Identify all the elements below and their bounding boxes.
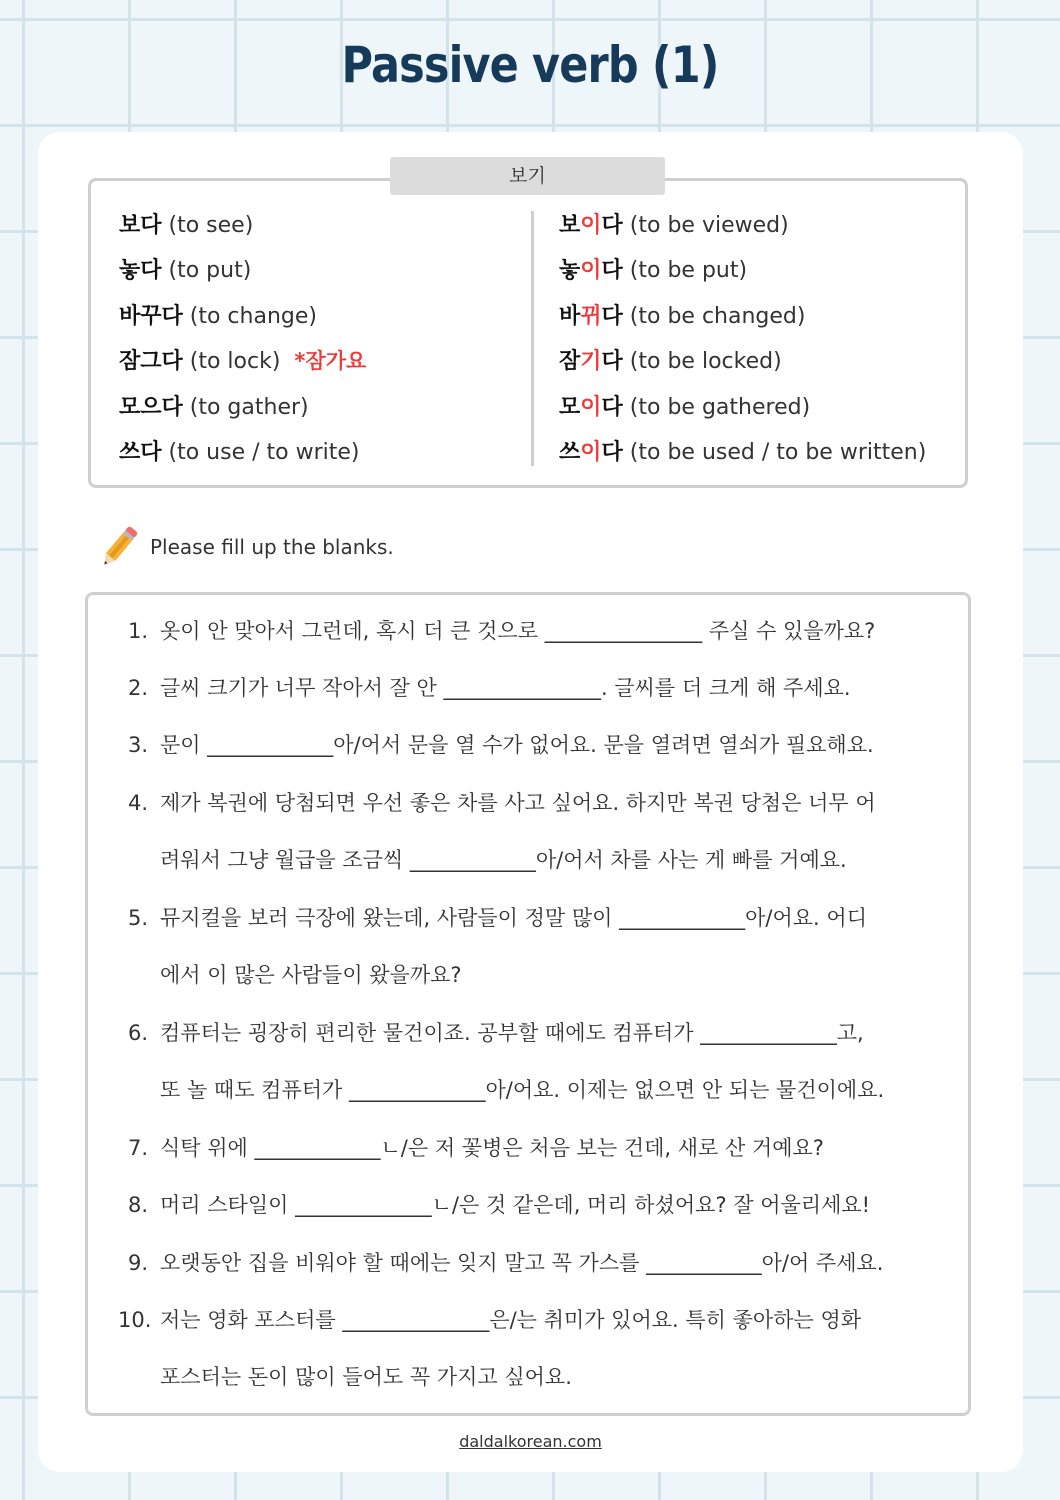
- verb: 잠그다: [119, 349, 183, 375]
- verb-ending: 다: [601, 394, 623, 420]
- question-number: 2.: [127, 676, 148, 700]
- passive-infix: 기: [580, 349, 602, 375]
- footer-link[interactable]: daldalkorean.com: [459, 1432, 602, 1451]
- question-number: 4.: [127, 791, 148, 815]
- passive-verb-row: [559, 339, 926, 384]
- passive-verb-row: [559, 294, 926, 339]
- question-text: 오랫동안 집을 비워야 할 때에는 잊지 말고 꼭 가스를 ___________아/어 주세요.: [160, 1251, 884, 1275]
- passive-infix: 이: [580, 258, 602, 284]
- verb-stem: 바: [559, 303, 581, 329]
- gloss: (to gather): [189, 394, 309, 420]
- passive-verb-row: [559, 385, 926, 430]
- question-item: [118, 890, 948, 1005]
- verb: 모으다: [119, 394, 183, 420]
- verb: 보다: [119, 213, 162, 238]
- verb-ending: 다: [601, 258, 623, 284]
- question-item: [118, 1120, 948, 1177]
- question-text: 옷이 안 맞아서 그런데, 혹시 더 큰 것으로 _______________ 주실 수 있을까요?: [160, 619, 876, 643]
- worksheet-card: [38, 132, 1023, 1472]
- example-label: 보기: [390, 157, 665, 195]
- question-number: 10.: [118, 1308, 152, 1332]
- question-item: [118, 775, 948, 890]
- question-item: [118, 1235, 948, 1292]
- verb: 쓰다: [119, 439, 162, 465]
- question-number: 1.: [127, 619, 148, 643]
- question-item: [118, 1005, 948, 1120]
- question-number: 9.: [127, 1251, 148, 1275]
- question-item: [118, 660, 948, 717]
- question-text: 제가 복권에 당첨되면 우선 좋은 차를 사고 싶어요. 하지만 복권 당첨은 너무 어: [160, 791, 876, 815]
- question-number: 5.: [127, 906, 148, 930]
- question-text: 뮤지컬을 보러 극장에 왔는데, 사람들이 정말 많이 ____________아/어요. 어디: [160, 906, 867, 930]
- column-divider: [531, 211, 534, 466]
- verb-stem: 놓: [559, 258, 581, 284]
- passive-infix: 이: [580, 213, 602, 238]
- verb-stem: 모: [559, 394, 581, 420]
- question-item: [118, 603, 948, 660]
- passive-infix: 이: [580, 439, 602, 465]
- active-verb-row: [119, 339, 366, 384]
- question-number: 7.: [127, 1136, 148, 1160]
- verb-ending: 다: [601, 439, 623, 465]
- gloss: (to be changed): [629, 303, 806, 329]
- question-text: 글씨 크기가 너무 작아서 잘 안 _______________. 글씨를 더 크게 해 주세요.: [160, 676, 851, 700]
- passive-infix: 뀌: [580, 303, 602, 329]
- gloss: (to use / to write): [168, 439, 360, 465]
- verb-stem: 쓰: [559, 439, 581, 465]
- gloss: (to be locked): [629, 349, 782, 375]
- verb-ending: 다: [601, 303, 623, 329]
- question-text: 문이 ____________아/어서 문을 열 수가 없어요. 문을 열려면 열쇠가 필요해요.: [160, 733, 874, 757]
- gloss: (to put): [168, 258, 252, 284]
- gloss: (to be put): [629, 258, 748, 284]
- verb: 놓다: [119, 258, 162, 284]
- question-item: [118, 1292, 948, 1407]
- example-box: [88, 178, 968, 488]
- gloss: (to be viewed): [629, 213, 789, 238]
- verb-stem: 보: [559, 213, 581, 238]
- instruction-text: Please fill up the blanks.: [150, 535, 394, 559]
- question-number: 3.: [127, 733, 148, 757]
- pencil-icon: [98, 522, 140, 572]
- question-text-continued: 려워서 그냥 월급을 조금씩 ____________아/어서 차를 사는 게 빠를 거예요.: [160, 848, 847, 873]
- instruction-row: [98, 522, 394, 572]
- question-item: [118, 717, 948, 774]
- question-text-continued: 에서 이 많은 사람들이 왔을까요?: [160, 963, 462, 988]
- active-verb-row: [119, 248, 366, 293]
- passive-verb-row: [559, 248, 926, 293]
- question-text: 식탁 위에 ____________ㄴ/은 저 꽃병은 처음 보는 건데, 새로 산 거예요?: [160, 1136, 824, 1160]
- question-text: 저는 영화 포스터를 ______________은/는 취미가 있어요. 특히 좋아하는 영화: [160, 1308, 862, 1332]
- question-text: 컴퓨터는 굉장히 편리한 물건이죠. 공부할 때에도 컴퓨터가 _____________고,: [160, 1021, 864, 1045]
- gloss: (to be gathered): [629, 394, 811, 420]
- gloss: (to be used / to be written): [629, 439, 927, 465]
- gloss: (to lock): [189, 349, 281, 375]
- page-title: Passive verb (1): [341, 36, 719, 94]
- passive-verb-row: [559, 203, 926, 248]
- question-number: 8.: [127, 1193, 148, 1217]
- conjugation-note: *잠가요: [294, 349, 367, 374]
- gloss: (to change): [189, 303, 317, 329]
- question-text-continued: 포스터는 돈이 많이 들어도 꼭 가지고 싶어요.: [160, 1365, 572, 1390]
- verb-stem: 잠: [559, 349, 581, 375]
- verb: 바꾸다: [119, 303, 183, 329]
- active-verb-row: [119, 203, 366, 248]
- active-verb-row: [119, 385, 366, 430]
- gloss: (to see): [168, 213, 254, 238]
- question-text-continued: 또 놀 때도 컴퓨터가 _____________아/어요. 이제는 없으면 안 되는 물건이에요.: [160, 1078, 885, 1103]
- question-number: 6.: [127, 1021, 148, 1045]
- verb-ending: 다: [601, 213, 623, 238]
- exercise-box: [85, 592, 971, 1416]
- active-verb-column: [119, 203, 366, 475]
- question-text: 머리 스타일이 _____________ㄴ/은 것 같은데, 머리 하셨어요? 잘 어울리세요!: [160, 1193, 871, 1217]
- active-verb-row: [119, 430, 366, 475]
- active-verb-row: [119, 294, 366, 339]
- question-item: [118, 1177, 948, 1234]
- passive-verb-column: [559, 203, 926, 475]
- passive-verb-row: [559, 430, 926, 475]
- passive-infix: 이: [580, 394, 602, 420]
- verb-ending: 다: [601, 349, 623, 375]
